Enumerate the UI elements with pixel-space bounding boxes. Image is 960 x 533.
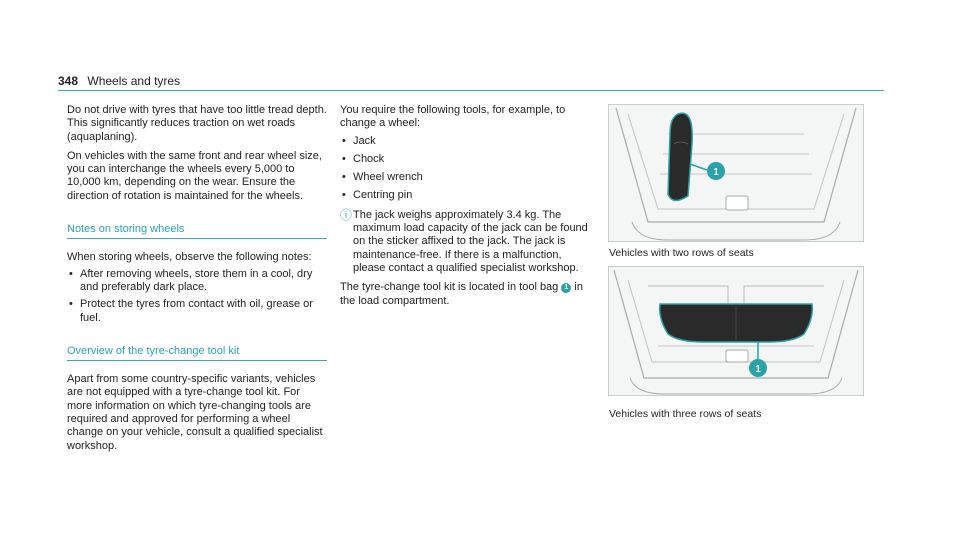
list-item: • Centring pin <box>340 189 595 202</box>
info-icon: ⓘ <box>340 207 353 222</box>
page-header <box>58 74 180 88</box>
tool-bag-location <box>340 281 595 308</box>
header-rule <box>58 90 884 91</box>
figure-callout-1: 1 <box>713 167 719 178</box>
left-column <box>67 104 327 459</box>
paragraph-tread-depth: Do not drive with tyres that have too little tread depth. This significantly reduces traction on wet roads (aquaplaning). <box>67 104 327 143</box>
page-number: 348 <box>58 74 79 88</box>
callout-badge: 1 <box>561 283 571 293</box>
list-item: • Protect the tyres from contact with oil, grease or fuel. <box>67 298 327 325</box>
list-item: • After removing wheels, store them in a cool, dry and preferably dark place. <box>67 268 327 295</box>
jack-note <box>340 209 595 275</box>
figure-three-rows <box>608 266 864 396</box>
list-item: • Chock <box>340 153 595 166</box>
location-text-before: The tyre-change tool kit is located in tool bag <box>340 281 559 294</box>
paragraph-interchange: On vehicles with the same front and rear wheel size, you can interchange the wheels every 5,000 to 10,000 km, depending on the wear. Ensure the direction of rotation is maintained for the wheels. <box>67 149 322 202</box>
chapter-title: Wheels and tyres <box>87 74 181 88</box>
figure-callout-1: 1 <box>755 364 761 375</box>
section-heading-storing-wheels: Notes on storing wheels <box>67 223 327 239</box>
list-item: • Jack <box>340 135 595 148</box>
tools-intro: You require the following tools, for example, to change a wheel: <box>340 104 566 130</box>
figure-two-rows <box>608 104 864 242</box>
storing-intro: When storing wheels, observe the following notes: <box>67 251 312 264</box>
tool-kit-paragraph: Apart from some country-specific variants, vehicles are not equipped with a tyre-change tool kit. For more information on which tyre-changing tools are required and approved for performing a wheel change on your vehicle, consult a qualified specialist workshop. <box>67 373 323 452</box>
tools-list <box>340 135 595 203</box>
trunk-illustration-two-rows <box>608 104 864 242</box>
trunk-illustration-three-rows <box>608 266 864 396</box>
caption-two-rows: Vehicles with two rows of seats <box>609 247 754 259</box>
jack-note-text: The jack weighs approximately 3.4 kg. The maximum load capacity of the jack can be found on the sticker affixed to the jack. The jack is maintenance-free. If there is a malfunction, please contact a qualified specialist workshop. <box>353 208 588 274</box>
location-text-after: in the load compartment. <box>340 281 583 307</box>
storing-notes-list <box>67 268 327 325</box>
middle-column <box>340 104 595 314</box>
list-item: • Wheel wrench <box>340 171 595 184</box>
caption-three-rows: Vehicles with three rows of seats <box>609 408 762 420</box>
section-heading-tool-kit: Overview of the tyre-change tool kit <box>67 345 327 361</box>
